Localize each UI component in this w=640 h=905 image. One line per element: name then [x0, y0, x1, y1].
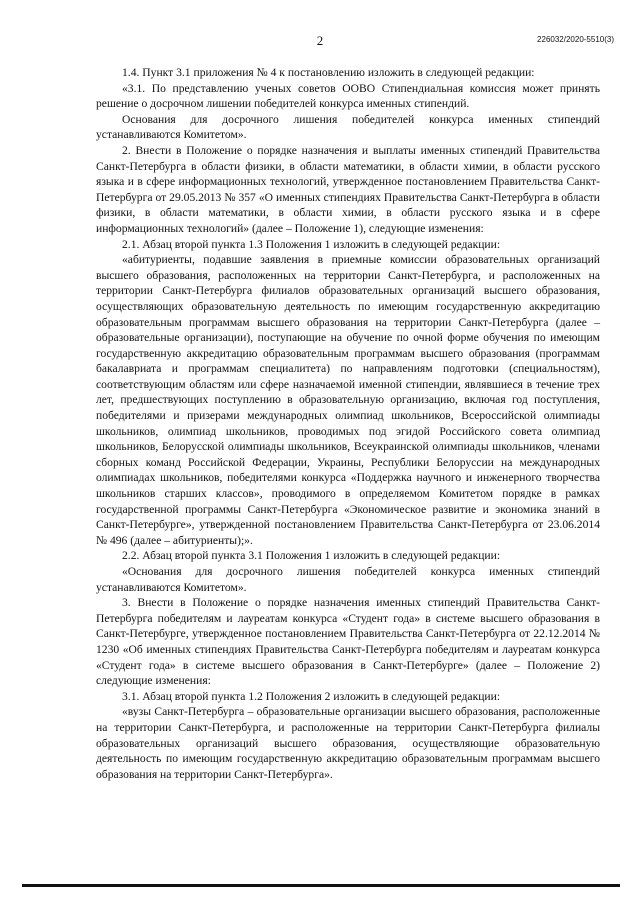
paragraph: 2. Внести в Положение о порядке назначения и выплаты именных стипендий Правительства Санкт-Петербурга в области физики, в области математики, в области химии, в области русского языка и в сфере информационных технологий, утвержденное постановлением Правительства Санкт-Петербурга от 29.05.2013 № 357 «О именных стипендиях Правительства Санкт-Петербурга в области физики, в области математики, в области химии, в области русского языка и в сфере информационных технологий» (далее – Положение 1), следующие изменения: — [96, 143, 600, 235]
page-number: 2 — [316, 33, 324, 48]
paragraph: 2.2. Абзац второй пункта 3.1 Положения 1 изложить в следующей редакции: — [122, 549, 501, 563]
paragraph: 3.1. Абзац второй пункта 1.2 Положения 2 изложить в следующей редакции: — [122, 689, 501, 703]
document-body — [96, 65, 600, 782]
paragraph: Основания для досрочного лишения победителей конкурса именных стипендий устанавливаются Комитетом». — [96, 112, 600, 142]
paragraph: «абитуриенты, подавшие заявления в приемные комиссии образовательных организаций высшего образования, расположенных на территории Санкт-Петербурга, и расположенных на территории Санкт-Петербурга филиалов образовательных организаций высшего образования, осуществляющих образовательную деятельность по имеющим государственную аккредитацию образовательным программам высшего образования на территории Санкт-Петербурга (далее – образовательные организации), поступающие на обучение по очной форме обучения по имеющим государственную аккредитацию образовательным программам высшего образования (программам бакалавриата и программам специалитета) по направлениям подготовки (специальностям), соответствующим областям или сфере назначаемой именной стипендии, являвшиеся в течение трех лет, предшествующих поступлению в образовательную организацию, включая год поступления, победителями и призерами международных олимпиад школьников, Всероссийской олимпиады школьников, олимпиад школьников, проводимых под эгидой Российского совета олимпиад школьников, Белорусской олимпиады школьников, Всеукраинской олимпиады школьников, членами сборных команд Российской Федерации, Украины, Республики Белоруссии на международных олимпиадах школьников, победителями конкурса «Поддержка научного и инженерного творчества школьников старших классов», проводимого в определяемом Комитетом порядке в рамках государственной программы Санкт-Петербурга «Экономическое развитие и экономика знаний в Санкт-Петербурге», утвержденной постановлением Правительства Санкт-Петербурга от 23.06.2014 № 496 (далее – абитуриенты);». — [96, 253, 600, 547]
document-code: 226032/2020-5510(3) — [537, 35, 614, 44]
paragraph: «3.1. По представлению ученых советов ООВО Стипендиальная комиссия может принять решение о досрочном лишении победителей конкурса именных стипендий. — [96, 81, 600, 111]
paragraph: «Основания для досрочного лишения победителей конкурса именных стипендий устанавливаются Комитетом». — [96, 565, 600, 594]
bottom-rule — [22, 884, 620, 887]
paragraph: 3. Внести в Положение о порядке назначения именных стипендий Правительства Санкт-Петербурга победителям и лауреатам конкурса «Студент года» в системе высшего образования в Санкт-Петербурге, утвержденное постановлением Правительства Санкт-Петербурга от 22.12.2014 № 1230 «Об именных стипендиях Правительства Санкт-Петербурга победителям и лауреатам конкурса «Студент года» в системе высшего образования в Санкт-Петербурге» (далее – Положение 2) следующие изменения: — [96, 596, 600, 688]
paragraph: 2.1. Абзац второй пункта 1.3 Положения 1 изложить в следующей редакции: — [122, 237, 501, 251]
paragraph: «вузы Санкт-Петербурга – образовательные организации высшего образования, расположенные на территории Санкт-Петербурга, и расположенные на территории Санкт-Петербурга филиалы образовательных организаций высшего образования, осуществляющие образовательную деятельность по имеющим государственную аккредитацию образовательным программам высшего образования на территории Санкт-Петербурга». — [96, 705, 600, 781]
paragraph: 1.4. Пункт 3.1 приложения № 4 к постановлению изложить в следующей редакции: — [122, 66, 535, 79]
